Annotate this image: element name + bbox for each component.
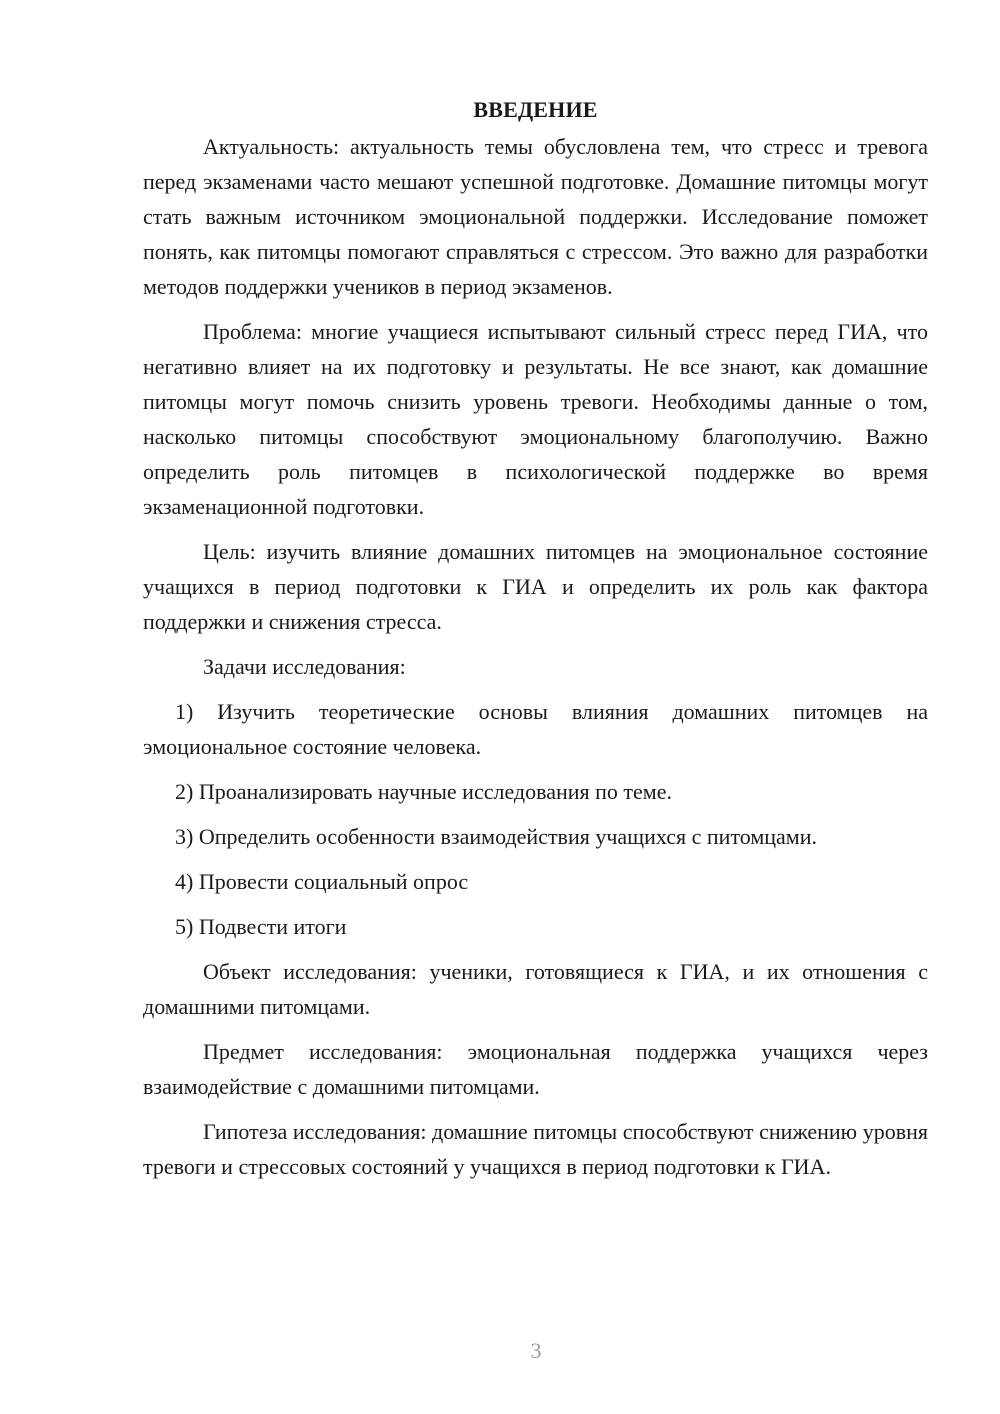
task-item-2: 2) Проанализировать научные исследования по теме. — [175, 779, 672, 804]
paragraph-subject: Предмет исследования: эмоциональная поддержка учащихся через взаимодействие с домашними питомцами. — [143, 1039, 928, 1099]
task-item-3: 3) Определить особенности взаимодействия учащихся с питомцами. — [175, 824, 818, 849]
task-item-5: 5) Подвести итоги — [175, 914, 347, 939]
page-title: ВВЕДЕНИЕ — [473, 97, 598, 122]
paragraph-tasks-heading: Задачи исследования: — [203, 654, 406, 679]
page-number: 3 — [530, 1338, 542, 1363]
paragraph-object: Объект исследования: ученики, готовящиеся к ГИА, и их отношения с домашними питомцами. — [143, 959, 928, 1019]
paragraph-relevance: Актуальность: актуальность темы обусловлена тем, что стресс и тревога перед экзаменами часто мешают успешной подготовке. Домашние питомцы могут стать важным источником эмоциональной поддержки. Исследование поможет понять, как питомцы помогают справляться с стрессом. Это важно для разработки методов поддержки учеников в период экзаменов. — [143, 134, 928, 299]
task-item-4: 4) Провести социальный опрос — [175, 869, 469, 894]
paragraph-hypothesis: Гипотеза исследования: домашние питомцы способствуют снижению уровня тревоги и стрессовых состояний у учащихся в период подготовки к ГИА. — [143, 1119, 928, 1179]
paragraph-goal: Цель: изучить влияние домашних питомцев на эмоциональное состояние учащихся в период подготовки к ГИА и определить их роль как фактора поддержки и снижения стресса. — [143, 539, 928, 634]
page-content — [143, 92, 928, 1194]
paragraph-problem: Проблема: многие учащиеся испытывают сильный стресс перед ГИА, что негативно влияет на их подготовку и результаты. Не все знают, как домашние питомцы могут помочь снизить уровень тревоги. Необходимы данные о том, насколько питомцы способствуют эмоциональному благополучию. Важно определить роль питомцев в психологической поддержке во время экзаменационной подготовки. — [143, 319, 928, 519]
task-item-1: 1) Изучить теоретические основы влияния домашних питомцев на эмоциональное состояние человека. — [143, 699, 928, 759]
